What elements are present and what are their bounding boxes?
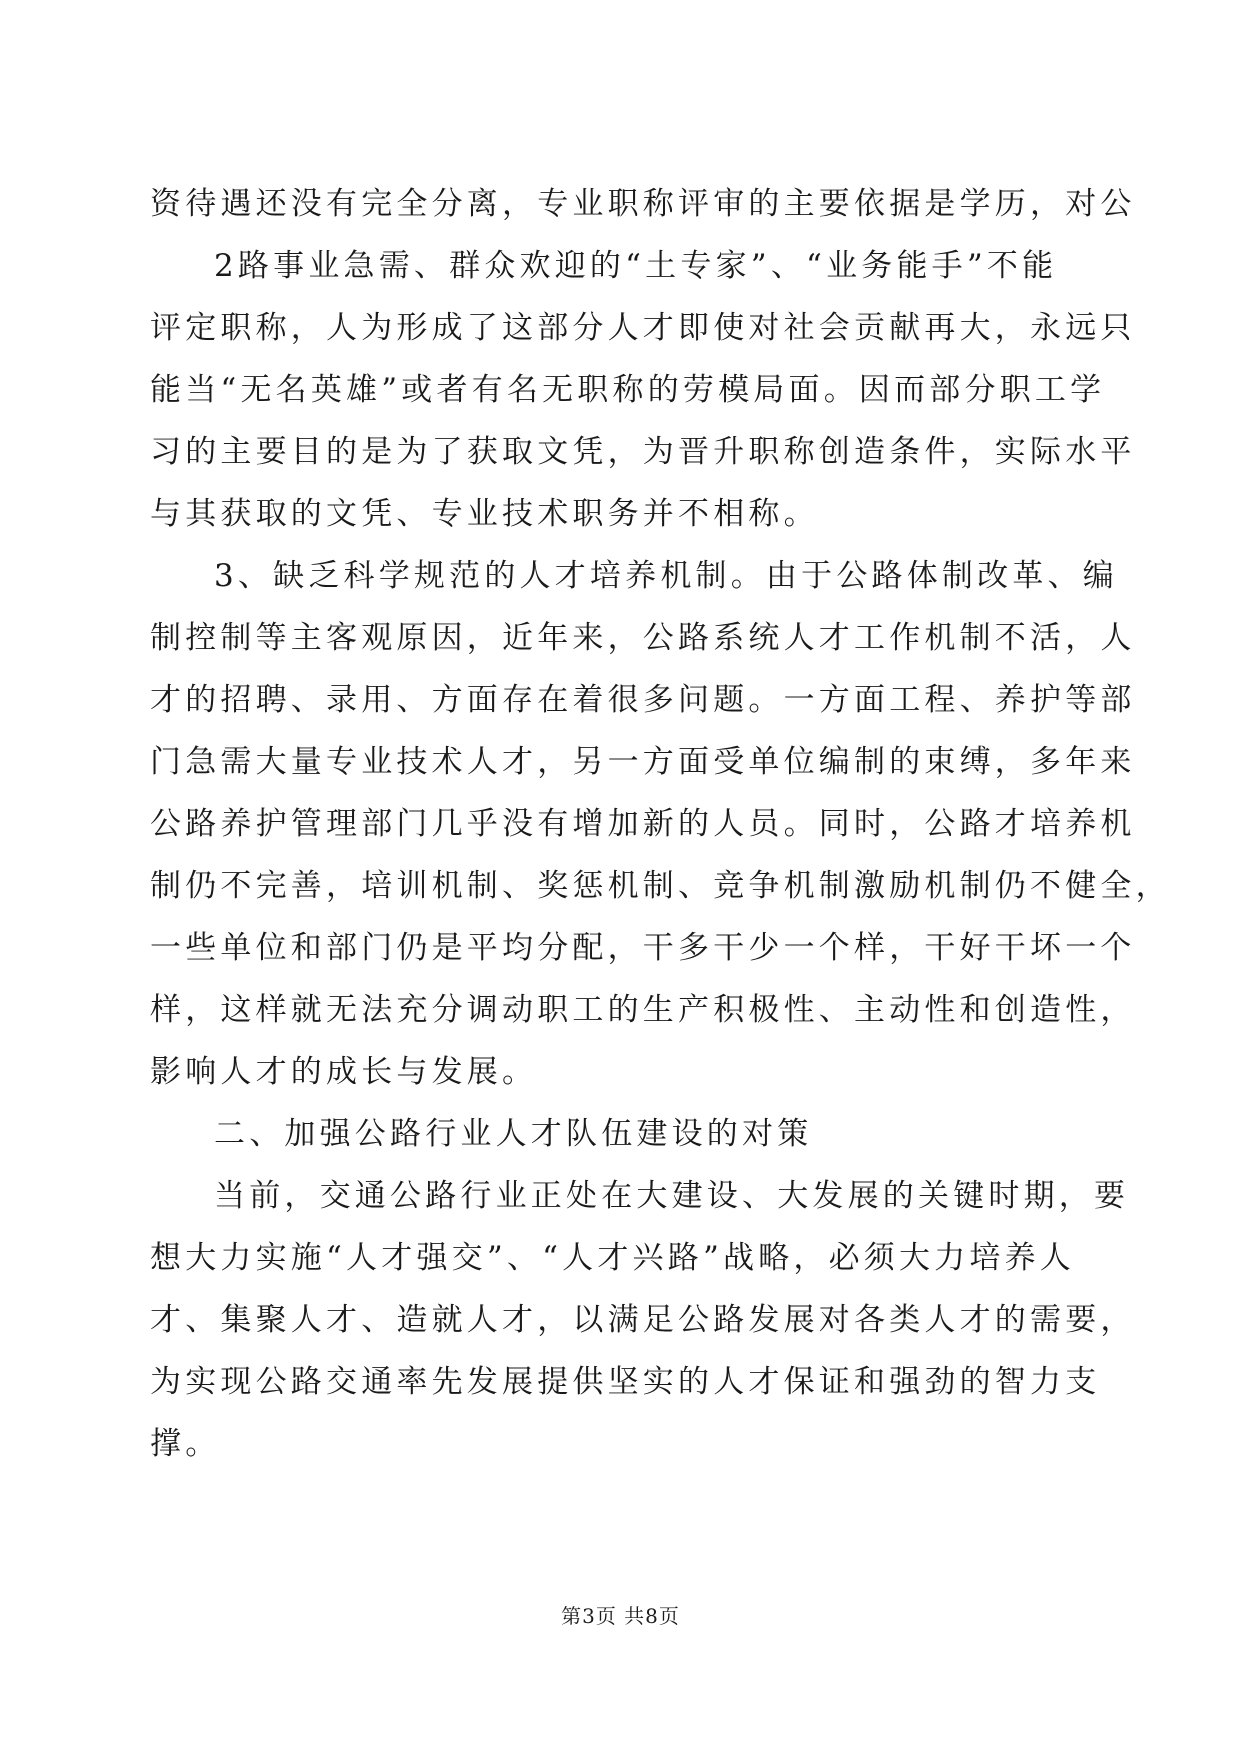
text-line-18: 想大力实施“人才强交”、“人才兴路”战略，必须大力培养人 <box>150 1240 1075 1276</box>
text-line-4: 能当“无名英雄”或者有名无职称的劳模局面。因而部分职工学 <box>150 372 1106 408</box>
section-heading: 二、加强公路行业人才队伍建设的对策 <box>214 1116 813 1152</box>
text-line-11: 公路养护管理部门几乎没有增加新的人员。同时，公路才培养机 <box>150 806 1136 842</box>
page-number-footer: 第3页 共8页 <box>561 1604 680 1628</box>
text-line-17: 当前，交通公路行业正处在大建设、大发展的关键时期，要 <box>214 1178 1130 1214</box>
text-line-8: 制控制等主客观原因，近年来，公路系统人才工作机制不活，人 <box>150 620 1136 656</box>
text-line-15: 影响人才的成长与发展。 <box>150 1054 538 1090</box>
text-line-10: 门急需大量专业技术人才，另一方面受单位编制的束缚，多年来 <box>150 744 1136 780</box>
text-line-20: 为实现公路交通率先发展提供坚实的人才保证和强劲的智力支 <box>150 1364 1101 1400</box>
text-line-6: 与其获取的文凭、专业技术职务并不相称。 <box>150 496 819 532</box>
text-line-1: 资待遇还没有完全分离，专业职称评审的主要依据是学历，对公 <box>150 186 1136 222</box>
text-line-7: 3、缺乏科学规范的人才培养机制。由于公路体制改革、编 <box>214 558 1118 594</box>
text-line-14: 样，这样就无法充分调动职工的生产积极性、主动性和创造性， <box>150 992 1136 1028</box>
text-line-13: 一些单位和部门仍是平均分配，干多干少一个样，干好干坏一个 <box>150 930 1136 966</box>
text-line-9: 才的招聘、录用、方面存在着很多问题。一方面工程、养护等部 <box>150 682 1136 718</box>
text-line-19: 才、集聚人才、造就人才，以满足公路发展对各类人才的需要， <box>150 1302 1136 1338</box>
text-line-21: 撑。 <box>150 1426 221 1462</box>
text-line-2: 2路事业急需、群众欢迎的“土专家”、“业务能手”不能 <box>214 248 1058 284</box>
text-line-5: 习的主要目的是为了获取文凭，为晋升职称创造条件，实际水平 <box>150 434 1136 470</box>
text-line-12: 制仍不完善，培训机制、奖惩机制、竞争机制激励机制仍不健全， <box>150 868 1171 904</box>
text-line-3: 评定职称，人为形成了这部分人才即使对社会贡献再大，永远只 <box>150 310 1136 346</box>
